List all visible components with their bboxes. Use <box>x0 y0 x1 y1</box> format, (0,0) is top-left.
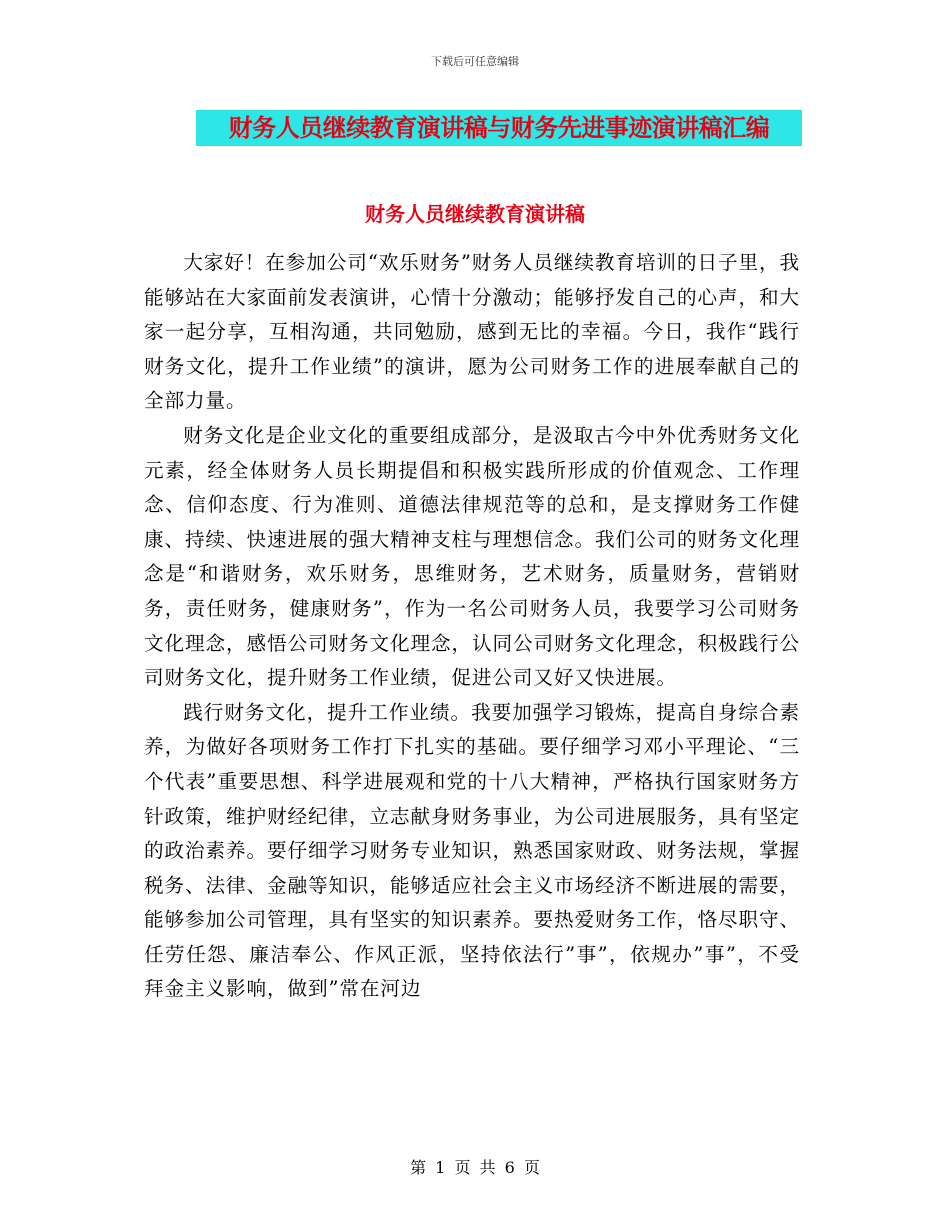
document-body <box>144 246 800 1007</box>
document-title: 财务人员继续教育演讲稿与财务先进事迹演讲稿汇编 <box>228 113 770 142</box>
paragraph: 财务文化是企业文化的重要组成部分，是汲取古今中外优秀财务文化元素，经全体财务人员长期提倡和积极实践所形成的价值观念、工作理念、信仰态度、行为准则、道德法律规范等的总和，是支撑财务工作健康、持续、快速进展的强大精神支柱与理想信念。我们公司的财务文化理念是“和谐财务，欢乐财务，思维财务，艺术财务，质量财务，营销财务，责任财务，健康财务”，作为一名公司财务人员，我要学习公司财务文化理念，感悟公司财务文化理念，认同公司财务文化理念，积极践行公司财务文化，提升财务工作业绩，促进公司又好又快进展。 <box>144 423 800 690</box>
paragraph: 践行财务文化，提升工作业绩。我要加强学习锻炼，提高自身综合素养，为做好各项财务工作打下扎实的基础。要仔细学习邓小平理论、“三个代表”重要思想、科学进展观和党的十八大精神，严格执行国家财务方针政策，维护财经纪律，立志献身财务事业，为公司进展服务，具有坚定的政治素养。要仔细学习财务专业知识，熟悉国家财政、财务法规，掌握税务、法律、金融等知识，能够适应社会主义市场经济不断进展的需要，能够参加公司管理，具有坚实的知识素养。要热爱财务工作，恪尽职守、任劳任怨、廉洁奉公、作风正派，坚持依法行”事”，依规办”事”，不受拜金主义影响，做到”常在河边 <box>144 700 800 1001</box>
page-footer: 第 1 页 共 6 页 <box>410 1158 540 1177</box>
section-title: 财务人员继续教育演讲稿 <box>365 202 585 226</box>
paragraph: 大家好！在参加公司“欢乐财务”财务人员继续教育培训的日子里，我能够站在大家面前发表演讲，心情十分激动；能够抒发自己的心声，和大家一起分享，互相沟通，共同勉励，感到无比的幸福。今日，我作“践行财务文化，提升工作业绩”的演讲，愿为公司财务工作的进展奉献自己的全部力量。 <box>144 251 800 413</box>
header-note: 下载后可任意编辑 <box>431 55 519 68</box>
document-title-highlight <box>196 110 802 146</box>
